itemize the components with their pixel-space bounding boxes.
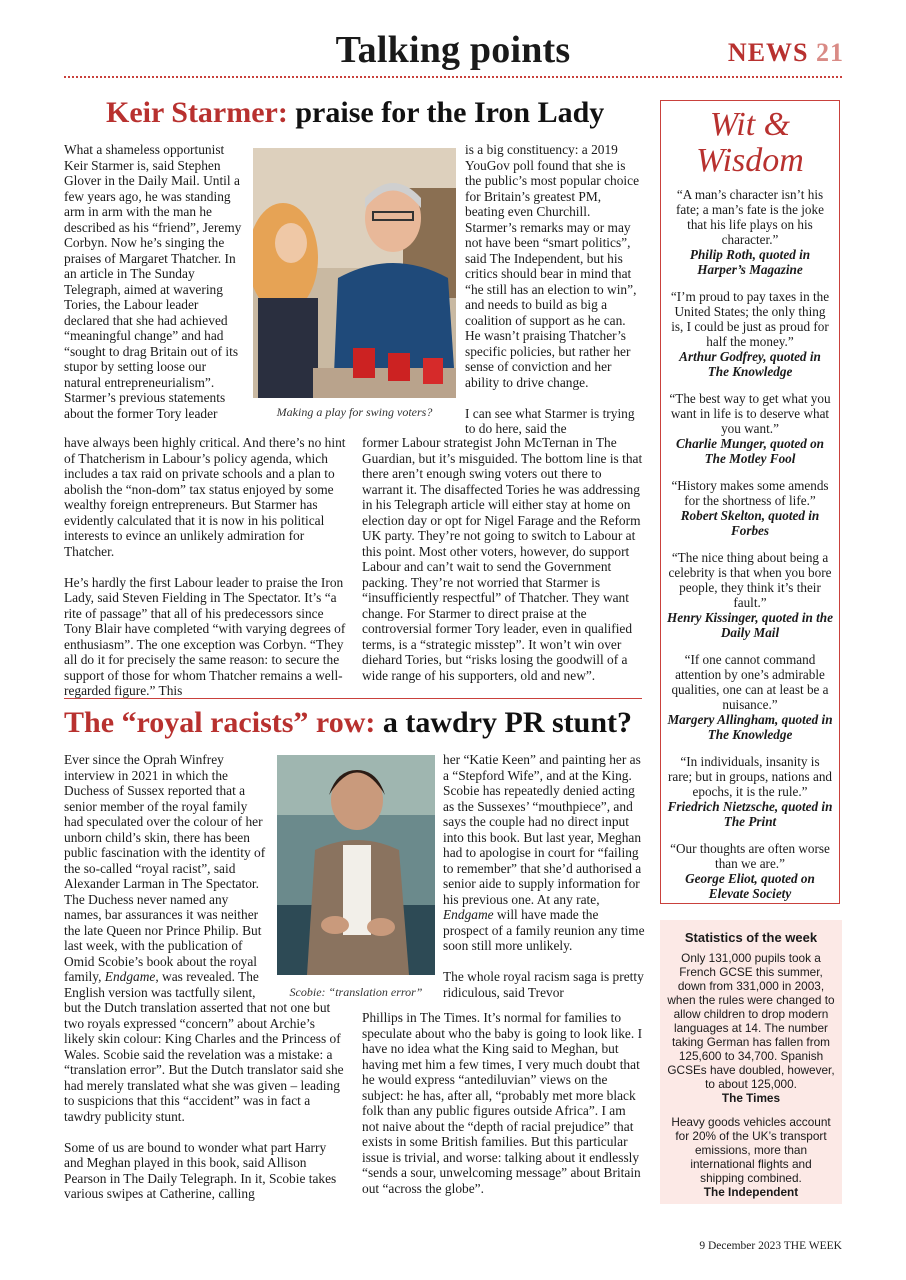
stat-text: Heavy goods vehicles account for 20% of the UK’s transport emissions, more than international flights and shipping combined.: [671, 1115, 831, 1185]
story2-col1-top: Ever since the Oprah Winfrey interview in 2021 in which the Duchess of Sussex reported that a senior member of the royal family had speculated over the colour of her unborn child’s skin, there has been public fascination with the identity of the so-called “royal racist”, said Alexander Larman in The Spectator. The Duchess never named any names, bar assurances it was neither the late Queen nor Prince Philip. But last week, with the publication of Omid Scobie’s book about the royal family, Endgame, was revealed. The English version was tactfully silent,: [64, 752, 266, 1000]
quote-item: “History makes some amends for the shortness of life.” Robert Skelton, quoted in Forbes: [671, 478, 829, 538]
story2-headline-red: The “royal racists” row:: [64, 706, 376, 739]
story1-caption: Making a play for swing voters?: [276, 405, 433, 419]
story1-headline-red: Keir Starmer:: [106, 96, 288, 129]
page-title: Talking points: [335, 29, 571, 71]
wit-title: Wit & Wisdom: [696, 106, 804, 179]
story1-col2-bottom: former Labour strategist John McTernan in The Guardian, but it’s misguided. The bottom line is that there aren’t enough swing voters out there to warrant it. The disaffected Tories he was addressing in his Telegraph article will either stay at home on election day or opt for Nigel Farage and the Reform UK party. They’re not going to switch to Labour at this point. Most other voters, however, do support Labour and can’t wait to send the Government packing. They’re not worried that Starmer is “insufficiently respectful” of Thatcher. They want change. For Starmer to direct praise at the controversial former Tory leader, even in qualified terms, is a “strategic misstep”. It won’t win over diehard Tories, but “risks losing the goodwill of a wide range of his supporters, old and new”.: [362, 435, 643, 683]
quote-item: “If one cannot command attention by one’s admirable qualities, one can at least be a nuisance.” Margery Allingham, quoted in The Knowledge: [667, 652, 833, 742]
stat-source: The Independent: [703, 1185, 799, 1199]
story1-headline: [106, 98, 604, 128]
story2-col1-bottom: but the Dutch translation asserted that not one but two royals expressed “concern” about Archie’s likely skin colour: King Charles and the Princess of Wales. Scobie said the revelation was a mistake: a “translation error”. But the Dutch translator said she had merely translated what she was given – leading to suspicions that this “accident” was in fact a tawdry publicity stunt. Some of us are bound to wonder what part Harry and Meghan played in this book, said Allison Pearson in The Daily Telegraph. In it, Scobie takes various swipes at Catherine, calling: [64, 1000, 344, 1201]
quote-item: “I’m proud to pay taxes in the United States; the only thing is, I could be just as proud for half the money.” Arthur Godfrey, quoted in The Knowledge: [670, 289, 830, 379]
stat-source: The Times: [721, 1091, 781, 1105]
quote-item: “In individuals, insanity is rare; but in groups, nations and epochs, it is the rule.” Friedrich Nietzsche, quoted in The Print: [667, 754, 833, 829]
story2-col2-top: her “Katie Keen” and painting her as a “Stepford Wife”, and at the King. Scobie has repeatedly denied acting as the Sussexes’ “mouthpiece”, and says the couple had no direct input into this book. But last year, Meghan had to apologise in court for “failing to remember” that she’d authorised a senior aide to supply information for his previous one. At any rate, Endgame will have made the prospect of a family reunion any time soon still more unlikely. The whole royal racism saga is pretty ridiculous, said Trevor: [443, 752, 645, 1000]
section-label: [728, 38, 844, 68]
quote-item: “A man’s character isn’t his fate; a man’s fate is the joke that his life plays on his character.” Philip Roth, quoted in Harper’s Magazine: [676, 187, 824, 277]
story1-col1-bottom: have always been highly critical. And there’s no hint of Thatcherism in Labour’s policy agenda, which includes a tax raid on private schools and a plan to abolish the “non-dom” tax status enjoyed by some wealthy foreign entrepreneurs. But Starmer has evidently calculated that it is now in his political interests to evince an unlikely admiration for Thatcher. He’s hardly the first Labour leader to praise the Iron Lady, said Steven Fielding in The Spectator. It’s “a rite of passage” that all of his predecessors since Tony Blair have completed “with varying degrees of enthusiasm”. The one exception was Corbyn. “They all do it for precisely the same reason: to secure the support of those for whom Thatcher remains a well-regarded figure.” This: [64, 435, 346, 698]
story1-col1-top: What a shameless opportunist Keir Starmer is, said Stephen Glover in the Daily Mail. Until a few years ago, he was standing arm in arm with the man he described as his “friend”, Jeremy Corbyn. Now he’s singing the praises of Margaret Thatcher. In an article in The Sunday Telegraph, aimed at wavering Tories, the Labour leader declared that she had achieved “meaningful change” and had “sought to drag Britain out of its stupor by setting loose our natural entrepreneurialism”. Starmer’s previous statements about the former Tory leader: [64, 142, 242, 421]
quote-item: “Our thoughts are often worse than we are.” George Eliot, quoted on Elevate Society: [670, 841, 830, 901]
story2-col2-bottom: Phillips in The Times. It’s normal for families to speculate about who the baby is going to look like. I have no idea what the King said to Meghan, but having met him a few times, I very much doubt that he would express “antediluvian” views on the subject: he has, after all, “probably met more black folk than any public figures outside Africa”. I am not naive about the “depth of racial prejudice” that exists in some British families. But this particular issue is trivial, and worse: talking about it endlessly “sends a sour, unwelcoming message” about Britain out “across the globe”.: [362, 1010, 643, 1196]
stat-text: Only 131,000 pupils took a French GCSE this summer, down from 331,000 in 2003, when the rules were changed to allow children to drop modern languages at 14. The number taking German has fallen from 125,600 to 34,700. Spanish GCSEs have doubled, however, to about 125,000.: [667, 951, 835, 1091]
quote-item: “The nice thing about being a celebrity is that when you bore people, they think it’s their fault.” Henry Kissinger, quoted in the Daily Mail: [667, 550, 833, 640]
story2-headline-black: a tawdry PR stunt?: [375, 706, 633, 739]
story2-headline: [64, 708, 632, 738]
scobie-photo: [277, 755, 435, 975]
section-name: NEWS: [727, 38, 809, 67]
starmer-photo: [253, 148, 456, 398]
starmer-photo-image: [253, 148, 456, 398]
page-footer: 9 December 2023 THE WEEK: [699, 1240, 842, 1252]
wit-and-wisdom-box: [660, 100, 840, 904]
page-number: 21: [816, 38, 844, 67]
statistics-box: [660, 920, 842, 1204]
quote-item: “The best way to get what you want in life is to deserve what you want.” Charlie Munger, quoted on The Motley Fool: [669, 391, 831, 466]
story1-col2-top: is a big constituency: a 2019 YouGov poll found that she is the public’s most popular choice for Britain’s greatest PM, beating even Churchill. Starmer’s remarks may or may not have been “smart politics”, said The Independent, but his critics should bear in mind that “he still has an election to win”, and needs to build as big a coalition of support as he can. He wasn’t praising Thatcher’s specific policies, but rather her sense of conviction and her ability to drive change. I can see what Starmer is trying to do here, said the: [465, 142, 640, 436]
header-rule: [64, 76, 842, 78]
story-divider: [64, 698, 642, 699]
story2-caption: Scobie: “translation error”: [289, 985, 423, 999]
scobie-photo-image: [277, 755, 435, 975]
story1-headline-black: praise for the Iron Lady: [287, 96, 605, 129]
statistics-title: Statistics of the week: [684, 930, 818, 945]
